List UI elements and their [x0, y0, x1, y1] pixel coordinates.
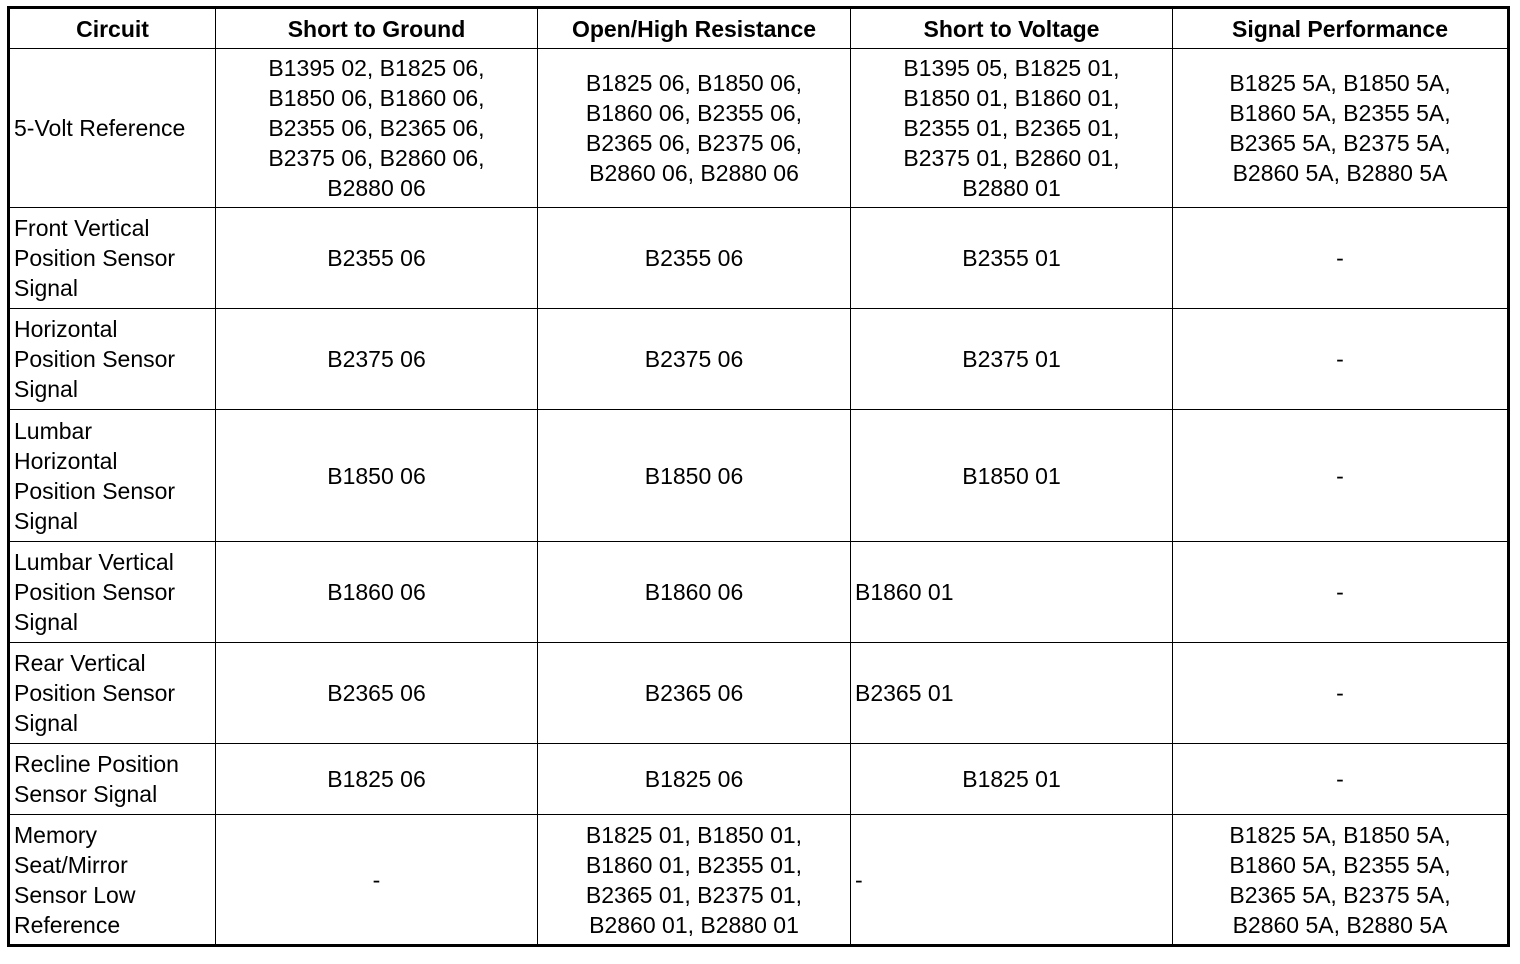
table-row: [9, 309, 1509, 410]
short-to-voltage-cell: B2365 01: [851, 643, 1173, 744]
table-row: [9, 744, 1509, 815]
short-to-ground-cell: -: [216, 815, 538, 946]
signal-performance-cell: -: [1173, 208, 1509, 309]
open-high-resistance-cell: B2355 06: [538, 208, 851, 309]
signal-performance-cell: -: [1173, 410, 1509, 542]
circuit-cell: Recline Position Sensor Signal: [9, 744, 216, 815]
circuit-cell: Rear Vertical Position Sensor Signal: [9, 643, 216, 744]
table-header-row: [9, 8, 1509, 49]
signal-performance-cell: -: [1173, 542, 1509, 643]
circuit-cell: Front Vertical Position Sensor Signal: [9, 208, 216, 309]
short-to-ground-cell: B1850 06: [216, 410, 538, 542]
header-short-to-ground: Short to Ground: [216, 8, 538, 49]
header-short-to-voltage: Short to Voltage: [851, 8, 1173, 49]
signal-performance-cell: -: [1173, 643, 1509, 744]
short-to-ground-cell: B1860 06: [216, 542, 538, 643]
circuit-cell: Memory Seat/Mirror Sensor Low Reference: [9, 815, 216, 946]
open-high-resistance-cell: B1825 06: [538, 744, 851, 815]
signal-performance-cell: -: [1173, 309, 1509, 410]
open-high-resistance-cell: B2365 06: [538, 643, 851, 744]
open-high-resistance-cell: B1850 06: [538, 410, 851, 542]
open-high-resistance-cell: B1860 06: [538, 542, 851, 643]
table-row: [9, 643, 1509, 744]
table-row: [9, 208, 1509, 309]
short-to-ground-cell: B1825 06: [216, 744, 538, 815]
short-to-voltage-cell: B2355 01: [851, 208, 1173, 309]
short-to-voltage-cell: -: [851, 815, 1173, 946]
short-to-voltage-cell: B1395 05, B1825 01, B1850 01, B1860 01, B2355 01, B2365 01, B2375 01, B2860 01, B2880 01: [851, 49, 1173, 208]
table-row: [9, 49, 1509, 208]
short-to-voltage-cell: B1860 01: [851, 542, 1173, 643]
circuit-cell: 5-Volt Reference: [9, 49, 216, 208]
signal-performance-cell: -: [1173, 744, 1509, 815]
open-high-resistance-cell: B1825 01, B1850 01, B1860 01, B2355 01, B2365 01, B2375 01, B2860 01, B2880 01: [538, 815, 851, 946]
signal-performance-cell: B1825 5A, B1850 5A, B1860 5A, B2355 5A, B2365 5A, B2375 5A, B2860 5A, B2880 5A: [1173, 49, 1509, 208]
header-signal-performance: Signal Performance: [1173, 8, 1509, 49]
circuit-cell: Lumbar Vertical Position Sensor Signal: [9, 542, 216, 643]
short-to-voltage-cell: B1825 01: [851, 744, 1173, 815]
table-row: [9, 410, 1509, 542]
open-high-resistance-cell: B1825 06, B1850 06, B1860 06, B2355 06, B2365 06, B2375 06, B2860 06, B2880 06: [538, 49, 851, 208]
table-row: [9, 542, 1509, 643]
short-to-ground-cell: B1395 02, B1825 06, B1850 06, B1860 06, B2355 06, B2365 06, B2375 06, B2860 06, B2880 06: [216, 49, 538, 208]
circuit-cell: Horizontal Position Sensor Signal: [9, 309, 216, 410]
table-row: [9, 815, 1509, 946]
circuit-dtc-table: [7, 6, 1510, 947]
short-to-ground-cell: B2375 06: [216, 309, 538, 410]
header-circuit: Circuit: [9, 8, 216, 49]
circuit-cell: Lumbar Horizontal Position Sensor Signal: [9, 410, 216, 542]
short-to-ground-cell: B2355 06: [216, 208, 538, 309]
short-to-voltage-cell: B2375 01: [851, 309, 1173, 410]
signal-performance-cell: B1825 5A, B1850 5A, B1860 5A, B2355 5A, B2365 5A, B2375 5A, B2860 5A, B2880 5A: [1173, 815, 1509, 946]
header-open-high-resistance: Open/High Resistance: [538, 8, 851, 49]
open-high-resistance-cell: B2375 06: [538, 309, 851, 410]
short-to-ground-cell: B2365 06: [216, 643, 538, 744]
short-to-voltage-cell: B1850 01: [851, 410, 1173, 542]
